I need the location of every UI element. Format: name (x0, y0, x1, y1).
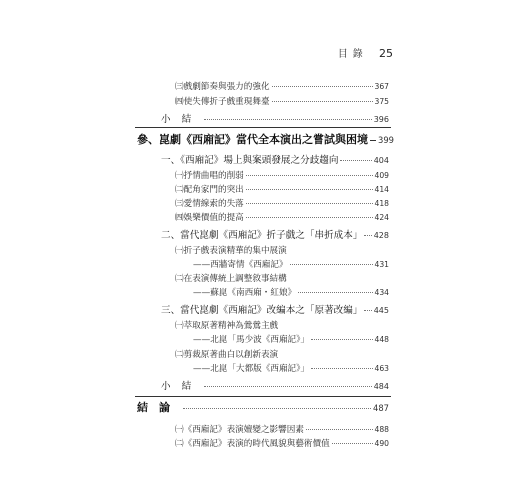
leader-dots (183, 408, 371, 409)
toc-entry-title: 二、當代崑劇《西廂記》折子戲之「串折成本」 (161, 230, 363, 241)
toc-entry[interactable] (175, 198, 389, 210)
toc-entry-title: ㈠《西廂記》表演嬗變之影響因素 (175, 425, 304, 435)
toc-entry[interactable] (175, 81, 389, 93)
toc-entry[interactable] (175, 212, 389, 224)
toc-entry-page: 434 (374, 288, 389, 297)
leader-dots (246, 203, 373, 204)
toc-entry-page: 418 (374, 199, 389, 208)
leader-dots (246, 217, 373, 218)
toc-section[interactable] (161, 305, 389, 317)
toc-entry-page: 463 (374, 364, 389, 373)
header-page-number: 25 (379, 47, 393, 60)
leader-dots (311, 368, 372, 369)
toc-entry-title: ㈡配角家門的突出 (175, 185, 244, 195)
toc-entry-page: 409 (374, 171, 389, 180)
toc-entry[interactable] (175, 170, 389, 182)
toc-entry-page: 448 (374, 335, 389, 344)
leader-dots (332, 443, 373, 444)
leader-dots (364, 235, 371, 236)
leader-line (370, 140, 376, 141)
toc-entry-title: ㈡《西廂記》表演的時代風貌與藝術價值 (175, 439, 330, 449)
leader-dots (272, 101, 373, 102)
toc-entry[interactable] (175, 424, 389, 436)
toc-entry-title: 參、崑劇《西廂記》當代全本演出之嘗試與困境 (137, 133, 368, 146)
toc-entry-title: ㈠抒情曲唱的削弱 (175, 171, 244, 181)
toc-entry-title: 一、《西廂記》場上與案頭發展之分歧趨向 (161, 155, 339, 166)
toc-entry-title: ——北崑「大都版《西廂記》」 (193, 364, 310, 374)
toc-entry-title: ㈠萃取原著精神為鶯鶯主戲 (175, 321, 279, 331)
divider (135, 127, 391, 128)
leader-dots (246, 175, 373, 176)
toc-entry[interactable] (175, 273, 389, 285)
toc-entry[interactable] (175, 245, 389, 257)
toc-section[interactable] (161, 155, 389, 167)
leader-dots (204, 119, 372, 120)
toc-entry[interactable] (175, 438, 389, 450)
toc-entry[interactable] (175, 320, 389, 332)
toc-entry-page: 490 (374, 439, 389, 448)
leader-dots (311, 339, 372, 340)
toc-entry-title: ㈣使失傳折子戲重現舞臺 (175, 97, 270, 107)
toc-entry-title: ㈡在表演傳統上調整敘事結構 (175, 274, 287, 284)
toc-entry-title: ㈢愛情線索的失落 (175, 199, 244, 209)
leader-dots (204, 386, 372, 387)
toc-entry-summary[interactable] (161, 114, 389, 126)
toc-entry-title: 小結 (161, 381, 203, 392)
toc-entry-title: 結論 (137, 401, 181, 414)
toc-entry-page: 414 (374, 185, 389, 194)
toc-entry-title: 小結 (161, 114, 203, 125)
toc-entry-page: 399 (378, 135, 394, 145)
toc-chapter[interactable] (137, 402, 389, 414)
toc-entry-title: ㈣娛樂價值的提高 (175, 213, 244, 223)
header-label: 目錄 (337, 49, 368, 60)
leader-dots (290, 264, 373, 265)
leader-dots (272, 86, 373, 87)
toc-entry-page: 375 (374, 97, 389, 106)
toc-entry-title: 三、當代崑劇《西廂記》改編本之「原著改編」 (161, 305, 363, 316)
toc-entry-subtitle[interactable] (193, 287, 389, 299)
toc-entry-page: 396 (373, 115, 389, 124)
toc-entry[interactable] (175, 96, 389, 108)
toc-entry-title: ㈢戲劇節奏與張力的強化 (175, 82, 270, 92)
toc-entry-title: ㈠折子戲表演精華的集中展演 (175, 246, 287, 256)
toc-entry-page: 428 (373, 231, 389, 240)
toc-entry[interactable] (175, 184, 389, 196)
toc-entry-title: ——蘇崑《南西廂・紅娘》 (193, 288, 297, 298)
leader-dots (306, 429, 373, 430)
leader-dots (340, 160, 371, 161)
toc-entry-title: ——西牆寄情《西廂記》 (193, 260, 288, 270)
toc-entry-subtitle[interactable] (193, 259, 389, 271)
toc-entry-page: 487 (373, 403, 389, 413)
divider (135, 396, 391, 397)
leader-dots (364, 310, 371, 311)
toc-entry-page: 367 (374, 82, 389, 91)
toc-entry-page: 424 (374, 213, 389, 222)
toc-entry-subtitle[interactable] (193, 334, 389, 346)
toc-entry-title: ——北崑「馬少波《西廂記》」 (193, 335, 310, 345)
toc-entry[interactable] (175, 349, 389, 361)
running-header (338, 45, 393, 60)
leader-dots (298, 292, 372, 293)
toc-entry-title: ㈡剪裁原著曲白以創新表演 (175, 350, 279, 360)
toc-entry-page: 431 (374, 260, 389, 269)
toc-entry-subtitle[interactable] (193, 363, 389, 375)
toc-entry-page: 404 (373, 156, 389, 165)
toc-entry-page: 484 (373, 382, 389, 391)
toc-entry-summary[interactable] (161, 381, 389, 393)
toc-entry-page: 488 (374, 425, 389, 434)
leader-dots (246, 189, 373, 190)
toc-section[interactable] (161, 230, 389, 242)
toc-chapter[interactable] (137, 133, 394, 146)
toc-entry-page: 445 (373, 306, 389, 315)
